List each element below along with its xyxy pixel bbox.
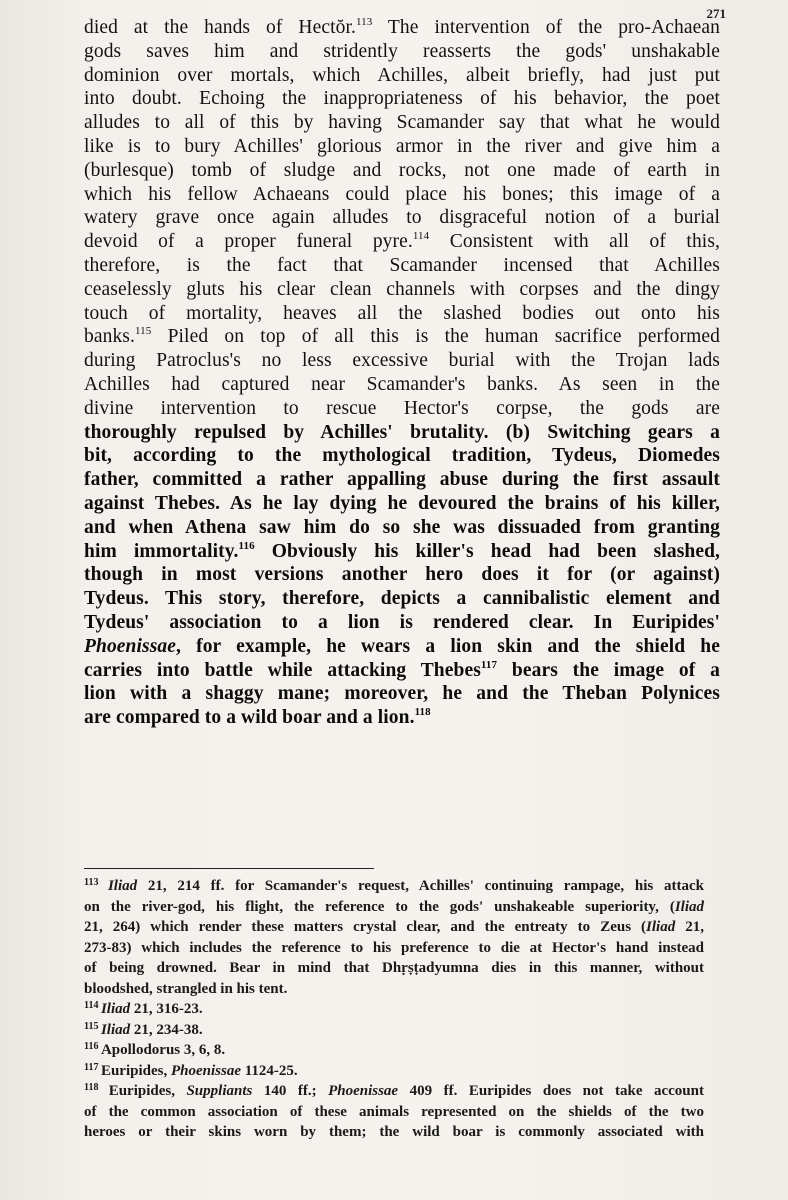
footnote-114 bbox=[84, 999, 704, 1020]
body-line: into doubt. Echoing the inappropriateness of his behavior, the poet bbox=[84, 88, 720, 110]
footnote-number: 116 bbox=[84, 1041, 101, 1052]
body-line: him immortality.$^{116}$ Obviously his killer's head had been slashed, bbox=[84, 539, 720, 562]
body-line: carries into battle while attacking Thebes$^{117}$ bears the image of a bbox=[84, 658, 720, 681]
footnote-number: 113 bbox=[84, 877, 108, 888]
footnote-line: of being drowned. Bear in mind that Dhṛṣṭadyumna dies in this manner, without bbox=[84, 960, 704, 976]
footnotes bbox=[84, 876, 704, 1143]
body-line: thoroughly repulsed by Achilles' brutality. (b) Switching gears a bbox=[84, 421, 720, 443]
footnote-number: 117 bbox=[84, 1061, 101, 1073]
footnote-line: $^{114}$ Iliad 21, 316-23. bbox=[84, 1000, 203, 1017]
body-text bbox=[84, 16, 720, 730]
body-line: dominion over mortals, which Achilles, albeit briefly, had just put bbox=[84, 64, 720, 86]
footnote-line: 21, 264) which render these matters crystal clear, and the entreaty to Zeus (Iliad 21, bbox=[84, 919, 704, 935]
footnote-line: $^{116}$ Apollodorus 3, 6, 8. bbox=[84, 1041, 226, 1058]
footnote-line: $^{118}$ Euripides, Suppliants 140 ff.; Phoenissae 409 ff. Euripides does not take account bbox=[84, 1082, 704, 1099]
footnote-line: $^{113}$ Iliad 21, 214 ff. for Scamander's request, Achilles' continuing rampage, his attack bbox=[84, 877, 704, 894]
footnote-divider bbox=[84, 868, 374, 869]
body-line: watery grave once again alludes to disgraceful notion of a burial bbox=[84, 207, 720, 229]
body-line: bit, according to the mythological tradition, Tydeus, Diomedes bbox=[84, 445, 720, 467]
footnote-115 bbox=[84, 1020, 704, 1041]
footnote-116 bbox=[84, 1040, 704, 1061]
body-line: though in most versions another hero does it for (or against) bbox=[84, 564, 720, 586]
footnote-line: on the river-god, his flight, the reference to the gods' unshakeable superiority, (Iliad bbox=[84, 898, 704, 915]
body-line: father, committed a rather appalling abuse during the first assault bbox=[84, 469, 720, 491]
footnote-line: heroes or their skins worn by them; the wild boar is commonly associated with bbox=[84, 1124, 704, 1140]
body-line: touch of mortality, heaves all the slashed bodies out onto his bbox=[84, 302, 720, 324]
body-line: against Thebes. As he lay dying he devoured the brains of his killer, bbox=[84, 492, 720, 514]
footnote-line: bloodshed, strangled in his tent. bbox=[84, 980, 288, 997]
footnote-line: $^{115}$ Iliad 21, 234-38. bbox=[84, 1020, 203, 1038]
footnote-113 bbox=[84, 876, 704, 999]
footnote-number: 114 bbox=[84, 1000, 101, 1011]
body-line: are compared to a wild boar and a lion.$^{118}$ bbox=[84, 706, 431, 729]
body-line bbox=[84, 635, 720, 659]
body-line: during Patroclus's no less excessive burial with the Trojan lads bbox=[84, 350, 720, 372]
body-line: and when Athena saw him do so she was dissuaded from granting bbox=[84, 516, 720, 538]
footnote-ref: 113 bbox=[355, 16, 373, 28]
footnote-ref: 115 bbox=[134, 325, 152, 338]
footnote-117 bbox=[84, 1061, 704, 1082]
footnote-ref: 118 bbox=[414, 706, 431, 719]
body-line: Tydeus' association to a lion is rendered clear. In Euripides' bbox=[84, 611, 720, 633]
footnote-line: of the common association of these animals represented on the shields of the two bbox=[84, 1103, 704, 1120]
footnote-line: 273-83) which includes the reference to his preference to die at Hector's hand instead bbox=[84, 939, 704, 956]
footnote-118 bbox=[84, 1081, 704, 1143]
body-line: Achilles had captured near Scamander's banks. As seen in the bbox=[84, 373, 720, 395]
body-line: ceaselessly gluts his clear clean channels with corpses and the dingy bbox=[84, 278, 720, 300]
footnote-ref: 114 bbox=[412, 230, 430, 243]
body-line: alludes to all of this by having Scamander say that what he would bbox=[84, 112, 720, 134]
footnote-ref: 116 bbox=[238, 539, 255, 552]
body-line: (burlesque) tomb of sludge and rocks, not one made of earth in bbox=[84, 159, 720, 181]
footnote-ref: 117 bbox=[480, 658, 498, 671]
footnote-line: $^{117}$ Euripides, Phoenissae 1124-25. bbox=[84, 1061, 298, 1079]
body-line-italic-start: Phoenissae, for example, he wears a lion skin and the shield he bbox=[84, 635, 720, 657]
body-line: like is to bury Achilles' glorious armor in the river and give him a bbox=[84, 135, 720, 157]
body-line: therefore, is the fact that Scamander incensed that Achilles bbox=[84, 254, 720, 276]
body-line: which his fellow Achaeans could place his bones; this image of a bbox=[84, 183, 720, 205]
body-line: divine intervention to rescue Hector's corpse, the gods are bbox=[84, 397, 720, 419]
footnote-number: 115 bbox=[84, 1020, 101, 1032]
body-line: lion with a shaggy mane; moreover, he and the Theban Polynices bbox=[84, 683, 720, 705]
body-line: Tydeus. This story, therefore, depicts a cannibalistic element and bbox=[84, 588, 720, 610]
footnote-number: 118 bbox=[84, 1082, 109, 1093]
page-number: 271 bbox=[706, 6, 726, 21]
body-line: gods saves him and stridently reasserts the gods' unshakable bbox=[84, 40, 720, 62]
body-line: devoid of a proper funeral pyre.$^{114}$ Consistent with all of this, bbox=[84, 230, 720, 253]
body-line: died at the hands of Hectŏr.$^{113}$ The intervention of the pro-Achaean bbox=[84, 16, 720, 38]
body-line: banks.$^{115}$ Piled on top of all this is the human sacrifice performed bbox=[84, 325, 720, 348]
